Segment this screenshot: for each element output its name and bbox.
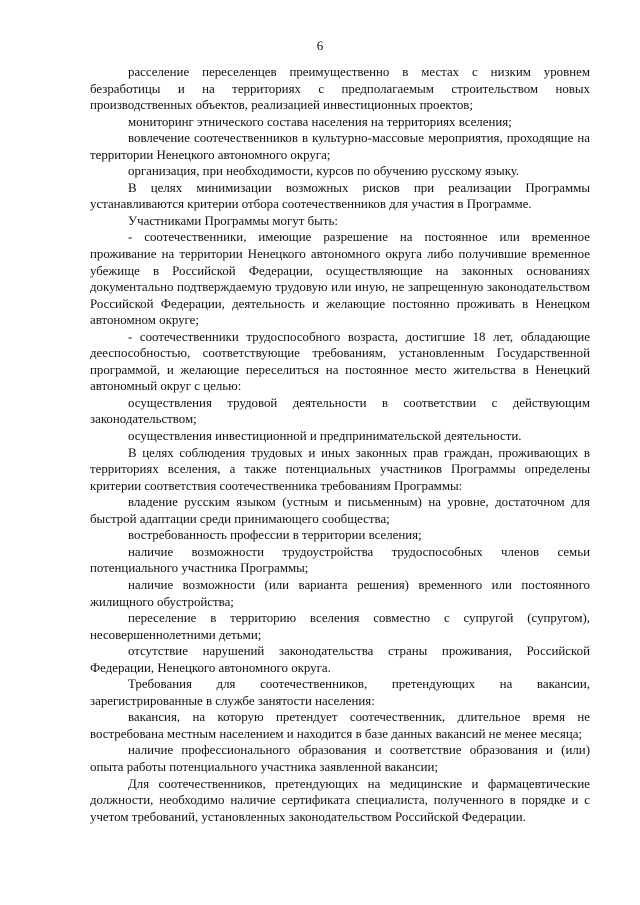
page-number: 6: [316, 38, 324, 53]
paragraph: востребованность профессии в территории вселения;: [128, 528, 422, 543]
paragraph: владение русским языком (устным и письменным) на уровне, достаточном для быстрой адаптации среди принимающего сообщества;: [90, 495, 590, 526]
document-body: [90, 64, 590, 825]
paragraph: наличие возможности трудоустройства трудоспособных членов семьи потенциального участника Программы;: [90, 544, 590, 576]
paragraph: вовлечение соотечественников в культурно-массовые мероприятия, проходящие на территории Ненецкого автономного округа;: [90, 131, 590, 162]
paragraph: наличие профессионального образования и соответствие образования и (или) опыта работы потенциального участника заявленной вакансии;: [90, 743, 590, 774]
paragraph: В целях соблюдения трудовых и иных законных прав граждан, проживающих в территориях вселения, а также потенциальных участников Программы определены критерии соответствия соотечественника требованиям Программы:: [90, 445, 590, 493]
paragraph: организация, при необходимости, курсов по обучению русскому языку.: [128, 164, 520, 179]
paragraph: - соотечественники трудоспособного возраста, достигшие 18 лет, обладающие дееспособностью, соответствующие требованиям, установленным Государственной программой, и желающие переселиться на постоянное место жительства в Ненецкий автономный округ с целью:: [90, 329, 590, 394]
paragraph: переселение в территорию вселения совместно с супругой (супругом), несовершеннолетними детьми;: [90, 611, 590, 642]
paragraph: осуществления инвестиционной и предпринимательской деятельности.: [128, 429, 522, 444]
paragraph: - соотечественники, имеющие разрешение на постоянное или временное проживание на территории Ненецкого автономного округа либо получившие временное убежище в Российской Федерации, осуществляющие на законных основаниях документально подтверждаемую трудовую или иную, не запрещенную законодательством Российской Федерации, деятельность и желающие постоянно проживать в Ненецком автономном округе;: [90, 230, 590, 328]
paragraph: мониторинг этнического состава населения на территориях вселения;: [128, 114, 512, 129]
paragraph: Участниками Программы могут быть:: [128, 213, 338, 228]
paragraph: расселение переселенцев преимущественно в местах с низким уровнем безработицы и на территориях с предполагаемым строительством новых производственных объектов, реализацией инвестиционных проектов;: [90, 65, 590, 113]
paragraph: наличие возможности (или варианта решения) временного или постоянного жилищного обустройства;: [90, 577, 590, 609]
paragraph: осуществления трудовой деятельности в соответствии с действующим законодательством;: [90, 395, 590, 427]
paragraph: В целях минимизации возможных рисков при реализации Программы устанавливаются критерии отбора соотечественников для участия в Программе.: [90, 180, 590, 212]
paragraph: отсутствие нарушений законодательства страны проживания, Российской Федерации, Ненецкого автономного округа.: [90, 644, 590, 675]
paragraph: Для соотечественников, претендующих на медицинские и фармацевтические должности, необходимо наличие сертификата специалиста, полученного в порядке и с учетом требований, установленных законодательством Российской Федерации.: [90, 776, 590, 824]
paragraph: Требования для соотечественников, претендующих на вакансии, зарегистрированные в службе занятости населения:: [90, 677, 590, 708]
paragraph: вакансия, на которую претендует соотечественник, длительное время не востребована местным населением и находится в базе данных вакансий не менее месяца;: [90, 710, 590, 741]
